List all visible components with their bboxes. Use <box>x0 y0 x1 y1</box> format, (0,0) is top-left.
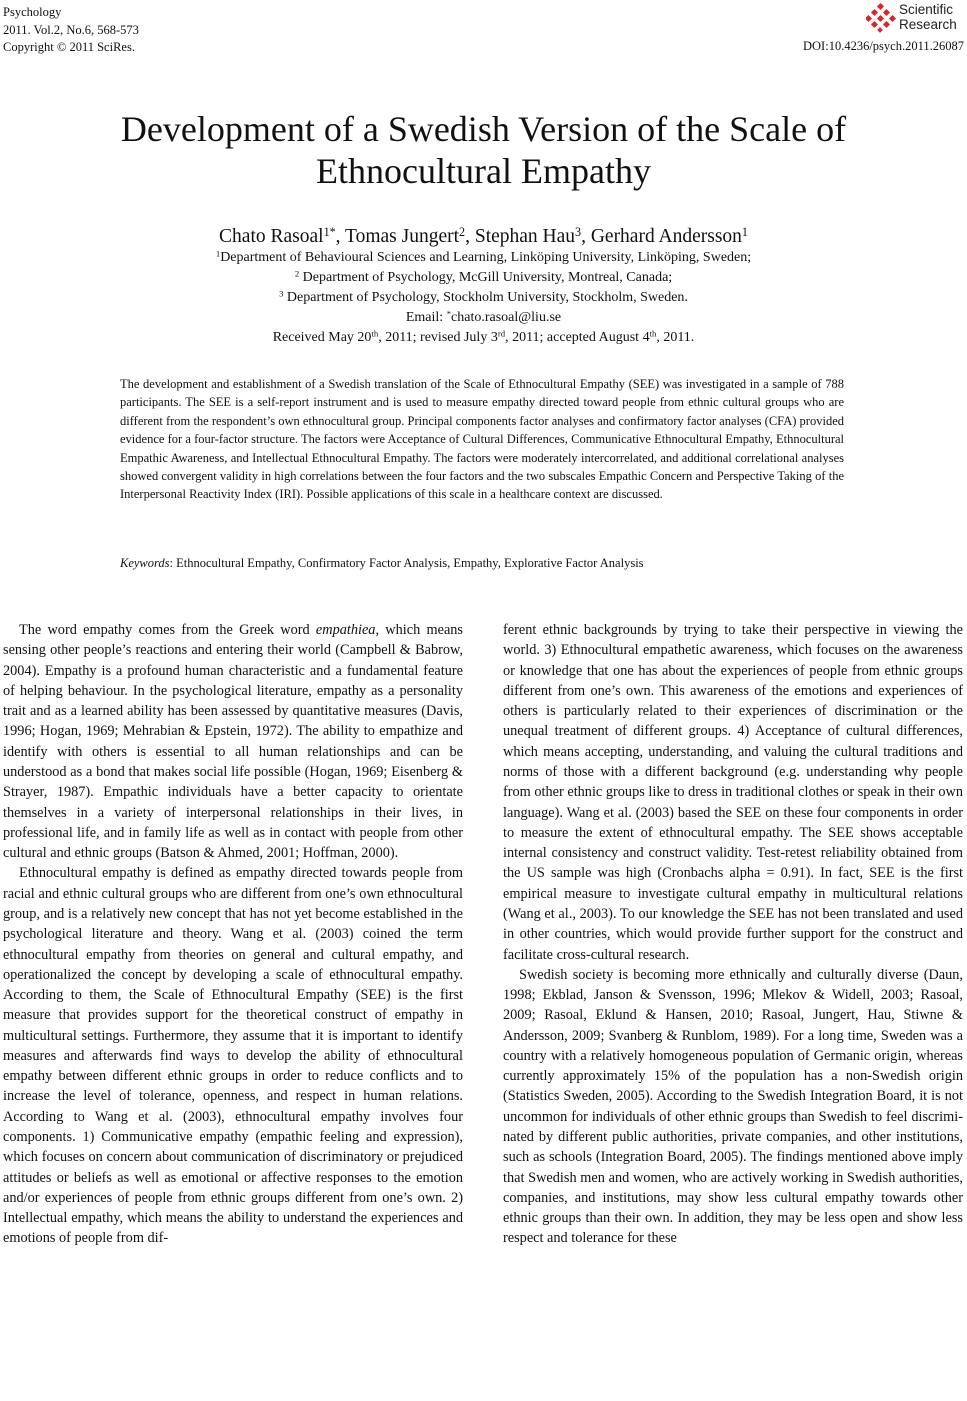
author-name: Gerhard Andersson <box>590 226 742 247</box>
affiliation-mark: 2 <box>294 268 300 279</box>
corresponding-mark: * <box>446 308 452 319</box>
abstract: The development and establishment of a Swedish translation of the Scale of Ethnocultural Empathy (SEE) was investigated in a sample of 788 participants. The SEE is a self-report instrument and is used to measure empathy directed toward people from ethnic cultural groups who are different from the respondent’s own ethnocultural group. Principal components factor analyses and confirmatory factor analyses (CFA) provided evidence for a four-factor structure. The factors were Acceptance of Cultural Differences, Communicative Ethnocultural Empathy, Ethnocultural Empathic Awareness, and Intellectual Ethnocultural Empathy. The factors were moderately intercorrelated, and additional correlational analyses showed convergent validity in high correlations between the four factors and the two subscales Empathic Concern and Perspective Taking of the Interpersonal Reactivity Index (IRI). Possible applications of this scale in a healthcare context are discussed. <box>120 377 844 502</box>
author-separator: , <box>465 226 475 247</box>
author-name: Chato Rasoal <box>219 226 324 247</box>
body-text: , which means sensing other people’s reactions and entering their world (Campbell & Babrow, 2004). Empathy is a profound human characteristic and a fundamental feature of helping behaviour. In the psychological literature, empathy as a personality trait and as a learned ability has been assessed by quantitative measures (Davis, 1996; Hogan, 1969; Mehrabian & Epstein, 1972). The ability to empathize and identify with others is essential to all human relationships and can be understood as a bond that makes social life possible (Hogan, 1969; Eisenberg & Strayer, 1987). Empathic individuals have a better capacity to orientate themselves in a variety of interpersonal relationships in their lives, in professional life, and in family life as well as in contact with people from other cultural and ethnic groups (Batson & Ahmed, 2001; Hoffman, 2000). <box>3 622 463 862</box>
body-paragraph <box>3 620 463 863</box>
body-text: The word empathy comes from the Greek word <box>19 622 316 638</box>
doi: DOI:10.4236/psych.2011.26087 <box>803 39 964 53</box>
body-paragraph: Ethnocultural empathy is defined as empathy directed towards people from racial and ethnic cultural groups who are different from one’s own ethnocultural group, and is a relatively new concept that has not yet become established in the psychological literature and theory. Wang et al. (2003) coined the term ethnocultural empathy from theories on general and cultural empathy, and operationalized the concept by developing a scale of ethnocultural empathy. According to them, the Scale of Ethnocultural Empathy (SEE) is the first measure that provides support for the theoretical construct of empathy in multicultural settings. Furthermore, they assume that it is important to identify measures and afterwards find ways to develop the ability of ethnocultural empathy between different ethnic groups in order to reduce conflicts and to increase the level of tolerance, openness, and respect in human relations. According to Wang et al. (2003), ethnocultural empathy involves four components. 1) Communicative empathy (empathic feeling and expression), which focuses on concern about communication of discriminatory or prejudiced attitudes or beliefs as well as emotional or affective responses to the emotion and/or experiences of people from ethnic groups different from one’s own. 2) Intellectual empathy, which means the ability to understand the experiences and emotions of people from dif- <box>3 865 463 1247</box>
affiliation <box>0 250 967 266</box>
emphasized-term: empathiea <box>315 622 376 638</box>
affiliation <box>0 290 967 306</box>
year-text: , 2011. <box>656 330 695 345</box>
keywords <box>120 556 844 571</box>
received-dates <box>0 330 967 346</box>
ordinal-suffix: th <box>371 328 379 339</box>
ordinal-suffix: th <box>649 328 657 339</box>
author-affil-mark: 1* <box>323 224 336 239</box>
journal-name: Psychology <box>3 5 62 19</box>
paper-title: Development of a Swedish Version of the Scale of Ethnocultural Empathy <box>120 109 847 191</box>
keywords-text: : Ethnocultural Empathy, Confirmatory Factor Analysis, Empathy, Explorative Factor Analysis <box>169 556 644 570</box>
affiliation-text: Department of Psychology, Stockholm University, Stockholm, Sweden. <box>283 290 688 305</box>
author-name: Tomas Jungert <box>345 226 460 247</box>
author-affil-mark: 2 <box>459 224 466 239</box>
body-paragraph: ferent ethnic backgrounds by trying to take their perspective in viewing the world. 3) Ethnocultural empathetic awareness, which focuses on the awareness or knowledge that one has about the experiences of people from ethnic groups different from one’s own. This awareness of the emotions and experiences of others is particularly related to their experiences of discrimination or the unequal treatment of different groups. 4) Acceptance of cultural differences, which means accepting, understanding, and valuing the cultural traditions and norms of those with a different background (e.g. understanding why people from other ethnic groups like to dress in traditional clothes or speak in their own language). Wang et al. (2003) based the SEE on these four components in order to measure the extent of ethnocultural empathy. The SEE shows acceptable internal consistency and construct validity. Test-retest reliability obtained from the US sample was high (Cronbachs alpha = 0.91). In fact, SEE is the first empirical measure to investigate cultural empathy in multicultural relations (Wang et al., 2003). To our knowledge the SEE has not been translated and used in other countries, which would provide further support for the construct and facilitate cross-cultural research. <box>503 622 963 963</box>
keywords-label: Keywords <box>120 556 170 570</box>
email-address[interactable]: chato.rasoal@liu.se <box>451 310 562 325</box>
publisher-name-line2: Research <box>899 17 957 32</box>
copyright: Copyright © 2011 SciRes. <box>3 40 135 54</box>
revised-text: , 2011; revised July 3 <box>378 330 498 345</box>
affiliation-mark: 3 <box>279 288 284 299</box>
author-name: Stephan Hau <box>474 226 576 247</box>
body-paragraph: Swedish society is becoming more ethnically and culturally diverse (Daun, 1998; Ekblad, Janson & Svensson, 1996; Mlekov & Widell, 2003; Rasoal, 2009; Rasoal, Eklund & Hansen, 2010; Rasoal, Jungert, Hau, Stiwne & Andersson, 2009; Svanberg & Runblom, 1989). For a long time, Sweden was a country with a relatively homogeneous population of Germanic origin, whereas currently approximately 15% of the population has a non-Swedish origin (Statistics Sweden, 2005). According to the Swedish Integration Board, it is not uncommon for individuals of other ethnic groups than Swedish to feel discriminated by different public authorities, private companies, and other institutions, such as schools (Integration Board, 2005). The findings mentioned above imply that Swedish men and women, who are actively working in Swedish authorities, companies, and institutions, may show less cultural empathy towards other ethnic groups than their own. In addition, they may be less open and show less respect and tolerance for these <box>503 966 963 1247</box>
volume-info: 2011. Vol.2, No.6, 568-573 <box>3 22 139 37</box>
affiliation-text: Department of Psychology, McGill University, Montreal, Canada; <box>299 270 673 285</box>
author-affil-mark: 3 <box>575 224 582 239</box>
scientific-research-logo-icon <box>866 3 896 33</box>
body-column-right <box>503 620 963 1249</box>
publisher-logo <box>866 0 964 36</box>
email-label: Email: <box>405 310 447 325</box>
affiliation <box>0 270 967 286</box>
author-affil-mark: 1 <box>741 224 748 239</box>
author-separator: , <box>335 226 346 247</box>
publisher-name-line1: Scientific <box>899 2 954 17</box>
accepted-text: , 2011; accepted August 4 <box>505 330 650 345</box>
affiliation-text: Department of Behavioural Sciences and Learning, Linköping University, Linköping, Sweden; <box>220 250 752 265</box>
author-list <box>0 226 967 248</box>
body-column-left <box>3 620 463 1249</box>
affiliation-mark: 1 <box>215 248 221 259</box>
received-text: Received May 20 <box>272 330 372 345</box>
author-separator: , <box>581 226 591 247</box>
journal-header <box>3 4 139 57</box>
ordinal-suffix: rd <box>497 328 506 339</box>
email-line <box>0 310 967 326</box>
